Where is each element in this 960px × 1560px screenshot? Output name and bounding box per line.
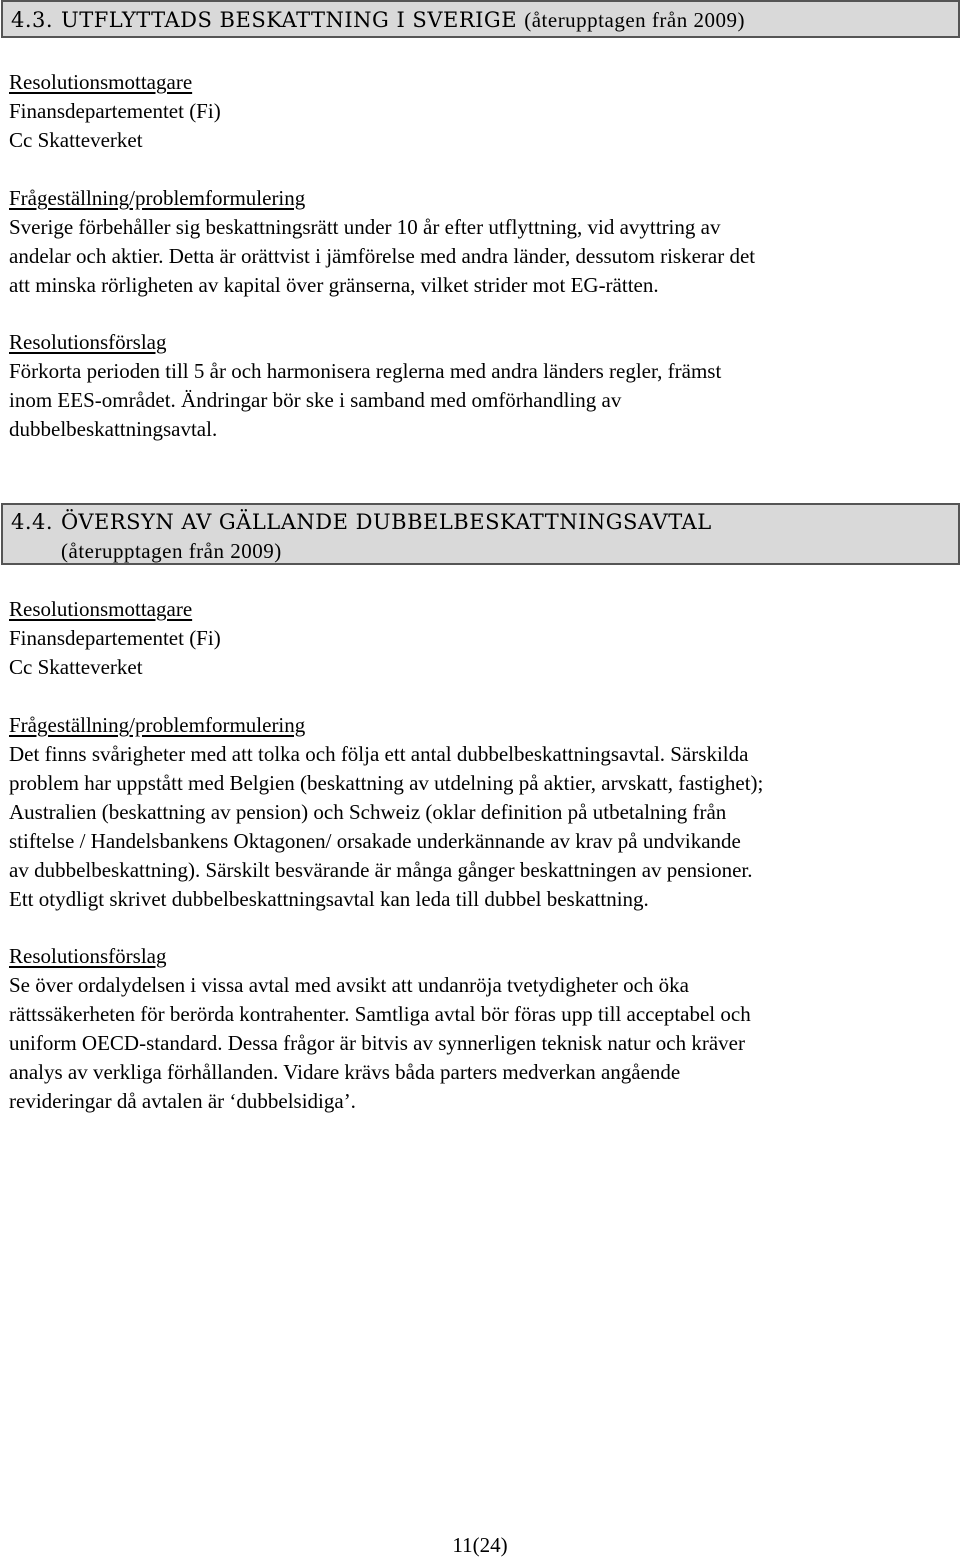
question-label: Frågeställning/problemformulering bbox=[9, 186, 306, 210]
proposal-block bbox=[0, 942, 960, 1116]
recipient: Cc Skatteverket bbox=[9, 655, 143, 679]
proposal-line: analys av verkliga förhållanden. Vidare krävs båda parters medverkan angående bbox=[9, 1060, 681, 1084]
recipients-block bbox=[0, 68, 960, 155]
question-line: stiftelse / Handelsbankens Oktagonen/ orsakade underkännande av krav på undvikande bbox=[9, 829, 741, 853]
question-line: problem har uppstått med Belgien (beskattning av utdelning på aktier, arvskatt, fastighet); bbox=[9, 771, 764, 795]
section-title: UTFLYTTADS BESKATTNING I SVERIGE bbox=[61, 8, 518, 32]
proposal-line: Se över ordalydelsen i vissa avtal med avsikt att undanröja tvetydigheter och öka bbox=[9, 973, 689, 997]
proposal-line: revideringar då avtalen är ‘dubbelsidiga’. bbox=[9, 1089, 356, 1113]
question-line: Sverige förbehåller sig beskattningsrätt under 10 år efter utflyttning, vid avyttring av bbox=[9, 215, 721, 239]
question-block bbox=[0, 184, 960, 300]
question-line: andelar och aktier. Detta är orättvist i jämförelse med andra länder, dessutom riskerar det bbox=[9, 244, 756, 268]
section-4-3 bbox=[0, 0, 960, 444]
section-heading bbox=[1, 0, 960, 38]
proposal-line: rättssäkerheten för berörda kontrahenter. Samtliga avtal bör föras upp till acceptabel och bbox=[9, 1002, 751, 1026]
question-line: Australien (beskattning av pension) och Schweiz (oklar definition på utbetalning från bbox=[9, 800, 727, 824]
section-subtitle: (återupptagen från 2009) bbox=[61, 539, 282, 563]
proposal-line: Förkorta perioden till 5 år och harmonisera reglerna med andra länders regler, främst bbox=[9, 359, 722, 383]
proposal-line: inom EES-området. Ändringar bör ske i samband med omförhandling av bbox=[9, 388, 622, 412]
question-line: Det finns svårigheter med att tolka och följa ett antal dubbelbeskattningsavtal. Särskilda bbox=[9, 742, 749, 766]
recipients-block bbox=[0, 595, 960, 682]
proposal-label: Resolutionsförslag bbox=[9, 330, 167, 354]
proposal-line: uniform OECD-standard. Dessa frågor är bitvis av synnerligen teknisk natur och kräver bbox=[9, 1031, 745, 1055]
section-4-4 bbox=[0, 503, 960, 1116]
question-block bbox=[0, 711, 960, 914]
proposal-block bbox=[0, 328, 960, 444]
recipient: Cc Skatteverket bbox=[9, 128, 143, 152]
question-line: Ett otydligt skrivet dubbelbeskattningsavtal kan leda till dubbel beskattning. bbox=[9, 887, 649, 911]
recipient: Finansdepartementet (Fi) bbox=[9, 626, 221, 650]
question-line: att minska rörligheten av kapital över gränserna, vilket strider mot EG-rätten. bbox=[9, 273, 659, 297]
question-label: Frågeställning/problemformulering bbox=[9, 713, 306, 737]
recipient: Finansdepartementet (Fi) bbox=[9, 99, 221, 123]
section-number: 4.3. bbox=[11, 8, 54, 32]
question-line: av dubbelbeskattning). Särskilt besvärande är många gånger beskattningen av pensioner. bbox=[9, 858, 753, 882]
proposal-label: Resolutionsförslag bbox=[9, 944, 167, 968]
proposal-line: dubbelbeskattningsavtal. bbox=[9, 417, 218, 441]
recipients-label: Resolutionsmottagare bbox=[9, 70, 193, 94]
section-title: ÖVERSYN AV GÄLLANDE DUBBELBESKATTNINGSAVTAL bbox=[61, 510, 712, 534]
page-number: 11(24) bbox=[452, 1533, 508, 1557]
section-subtitle: (återupptagen från 2009) bbox=[524, 8, 745, 32]
recipients-label: Resolutionsmottagare bbox=[9, 597, 193, 621]
section-heading bbox=[1, 503, 960, 565]
section-number: 4.4. bbox=[11, 510, 54, 534]
